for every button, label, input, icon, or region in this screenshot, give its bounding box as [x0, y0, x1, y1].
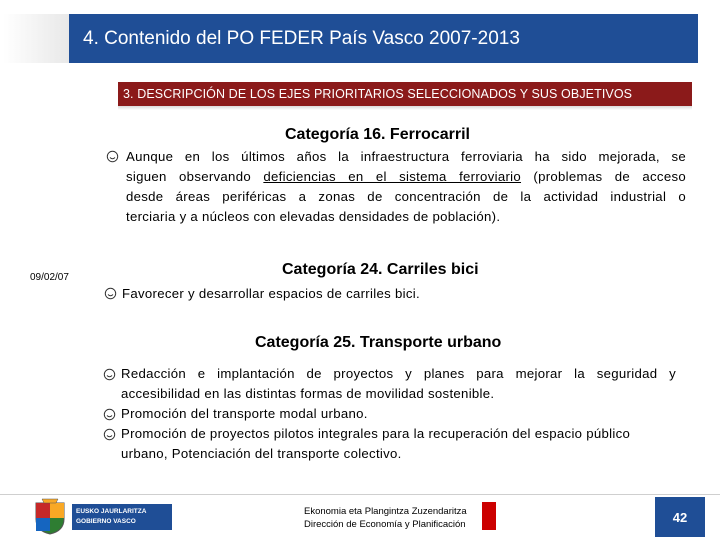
page-number — [655, 497, 705, 537]
slide-date: 09/02/07 — [30, 272, 69, 283]
cat24-item1: Favorecer y desarrollar espacios de carriles bici. — [122, 286, 420, 301]
cat16-line2-pre: siguen observando — [126, 169, 264, 184]
cat25-item1-line2: accesibilidad en las distintas formas de movilidad sostenible. — [121, 386, 495, 401]
department-line1: Ekonomia eta Plangintza Zuzendaritza — [304, 506, 467, 517]
cat25-item1 — [121, 364, 676, 404]
cat16-line4: terciaria y a núcleos con elevadas densidades de población). — [126, 209, 501, 224]
cat25-item3-line2: urbano, Potenciación del transporte colectivo. — [121, 446, 402, 461]
title-bar-fade — [3, 14, 69, 63]
page-number-text: 42 — [672, 509, 688, 525]
cat25-item3 — [121, 424, 681, 464]
coat-of-arms-icon — [30, 497, 70, 535]
cat16-line2-post: (problemas de acceso — [521, 169, 686, 184]
cat16-line2 — [126, 167, 686, 187]
bullet-icon — [104, 287, 117, 303]
bullet-icon — [106, 150, 119, 166]
cat25-heading: Categoría 25. Transporte urbano — [255, 334, 502, 351]
cat16-line3: desde áreas periféricas a zonas de concentración de la actividad industrial o — [126, 189, 686, 204]
department-name — [304, 505, 467, 531]
bullet-icon — [103, 428, 116, 444]
footer-divider — [0, 494, 720, 495]
section-header: 3. DESCRIPCIÓN DE LOS EJES PRIORITARIOS SELECCIONADOS Y SUS OBJETIVOS — [123, 87, 633, 101]
cat25-item3-line1: Promoción de proyectos pilotos integrales para la recuperación del espacio público — [121, 426, 631, 441]
logo-line1: EUSKO JAURLARITZA — [76, 508, 147, 515]
bullet-icon — [103, 408, 116, 424]
bullet-icon — [103, 368, 116, 384]
slide-title: 4. Contenido del PO FEDER País Vasco 2007-2013 — [83, 27, 520, 49]
cat25-item1-line1: Redacción e implantación de proyectos y planes para mejorar la seguridad y — [121, 366, 676, 381]
government-logo-text — [72, 504, 172, 530]
cat25-item2: Promoción del transporte modal urbano. — [121, 406, 368, 421]
logo-line2: GOBIERNO VASCO — [76, 518, 136, 525]
footer-red-strip — [482, 502, 496, 530]
cat16-line1: Aunque en los últimos años la infraestructura ferroviaria ha sido mejorada, se — [126, 149, 686, 164]
section-header-shadow — [118, 106, 692, 110]
cat24-heading: Categoría 24. Carriles bici — [282, 261, 479, 278]
cat16-heading: Categoría 16. Ferrocarril — [285, 126, 470, 143]
department-line2: Dirección de Economía y Planificación — [304, 519, 466, 530]
cat16-underlined-phrase: deficiencias en el sistema ferroviario — [263, 169, 522, 184]
slide-title-bar — [69, 14, 698, 63]
section-header-bar — [118, 82, 692, 106]
cat16-paragraph — [126, 147, 686, 227]
